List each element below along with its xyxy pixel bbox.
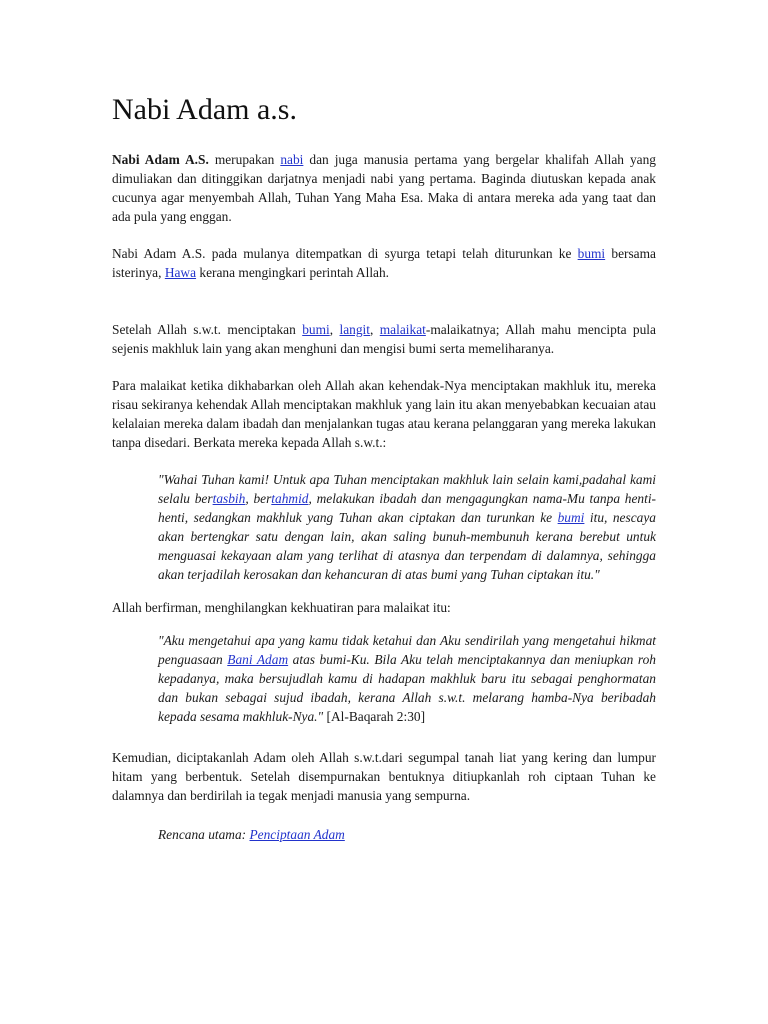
- text-span: merupakan: [208, 152, 281, 167]
- paragraph-angels: Para malaikat ketika dikhabarkan oleh Allah akan kehendak-Nya menciptakan makhluk itu, mereka risau sekiranya kehendak Allah menciptakan makhluk yang lain itu akan menyebabkan kecuaian atau kelalaian mereka dalam ibadah dan menjalankan tugas atau kerana pelanggaran yang mereka lakukan tanpa disedari. Berkata mereka kepada Allah s.w.t.:: [112, 378, 656, 450]
- quote-reference: [Al-Baqarah 2:30]: [323, 709, 426, 724]
- text-span: atas bumi-Ku. Bila Aku telah menciptakannya dan meniupkan roh kepadanya, maka bersujudlah kamu di hadapan makhluk baru itu sebagai penghormatan dan bukan sebagai sujud ibadah, kerana Allah s.w.t. melarang hamba-Nya beribadah kepada sesama makhluk-Nya.": [158, 652, 656, 724]
- text-span: , melakukan ibadah dan mengagungkan nama-Mu tanpa henti-henti, sedangkan makhluk yang Tuhan akan ciptakan dan turunkan ke: [158, 491, 657, 525]
- link-bumi[interactable]: bumi: [577, 246, 606, 261]
- quote-angels: [158, 470, 656, 584]
- main-article-note: [158, 825, 656, 844]
- quote-allah: [158, 631, 656, 726]
- link-malaikat[interactable]: malaikat: [379, 322, 426, 337]
- text-span: "Wahai Tuhan kami! Untuk apa Tuhan menciptakan makhluk lain selain kami,padahal kami selalu ber: [158, 472, 656, 506]
- link-nabi[interactable]: nabi: [280, 152, 304, 167]
- link-bumi-2[interactable]: bumi: [302, 322, 330, 337]
- text-span: dan juga manusia pertama yang bergelar khalifah Allah yang dimuliakan dan ditinggikan darjatnya menjadi nabi yang pertama. Baginda diutuskan kepada anak cucunya agar menyembah Allah, Tuhan Yang Maha Esa. Maka di antara mereka ada yang taat dan ada pula yang enggan.: [112, 152, 657, 224]
- link-bani-adam[interactable]: Bani Adam: [227, 652, 289, 667]
- paragraph-intro: [112, 150, 656, 226]
- main-article-label: Rencana utama:: [158, 827, 250, 842]
- page-title: Nabi Adam a.s.: [112, 93, 297, 126]
- text-span: itu, nescaya akan bertengkar satu dengan lain, akan saling bunuh-membunuh kerana berebut untuk menguasai kekayaan alam yang terlihat di atasnya dan terpendam di dalamnya, sehingga akan terjadilah kerosakan dan kehancuran di atas bumi yang Tuhan ciptakan itu.": [158, 510, 656, 582]
- paragraph-creation: [112, 320, 656, 358]
- link-penciptaan-adam[interactable]: Penciptaan Adam: [249, 827, 345, 842]
- text-span: Nabi Adam A.S. pada mulanya ditempatkan di syurga tetapi telah diturunkan ke: [112, 246, 578, 261]
- intro-bold-name: Nabi Adam A.S.: [112, 152, 209, 167]
- link-langit[interactable]: langit: [339, 322, 370, 337]
- paragraph-allah-speaks: Allah berfirman, menghilangkan kekhuatiran para malaikat itu:: [112, 600, 451, 615]
- link-bumi-3[interactable]: bumi: [557, 510, 585, 525]
- text-span: Setelah Allah s.w.t. menciptakan: [112, 322, 303, 337]
- paragraph-descent: [112, 244, 656, 282]
- text-span: -malaikatnya; Allah mahu mencipta pula sejenis makhluk lain yang akan menghuni dan mengisi bumi serta memeliharanya.: [112, 322, 656, 356]
- text-span: kerana mengingkari perintah Allah.: [196, 265, 390, 280]
- text-span: "Aku mengetahui apa yang kamu tidak ketahui dan Aku sendirilah yang mengetahui hikmat penguasaan: [158, 633, 656, 667]
- text-span: bersama isterinya,: [112, 246, 656, 280]
- link-tasbih[interactable]: tasbih: [212, 491, 246, 506]
- text-span: ,: [329, 322, 340, 337]
- text-span: ,: [370, 322, 380, 337]
- link-tahmid[interactable]: tahmid: [271, 491, 309, 506]
- text-span: , ber: [245, 491, 272, 506]
- link-hawa[interactable]: Hawa: [164, 265, 197, 280]
- paragraph-creation-adam: Kemudian, diciptakanlah Adam oleh Allah s.w.t.dari segumpal tanah liat yang kering dan lumpur hitam yang berbentuk. Setelah disempurnakan bentuknya ditiupkanlah roh ciptaan Tuhan ke dalamnya dan berdirilah ia tegak menjadi manusia yang sempurna.: [112, 750, 656, 803]
